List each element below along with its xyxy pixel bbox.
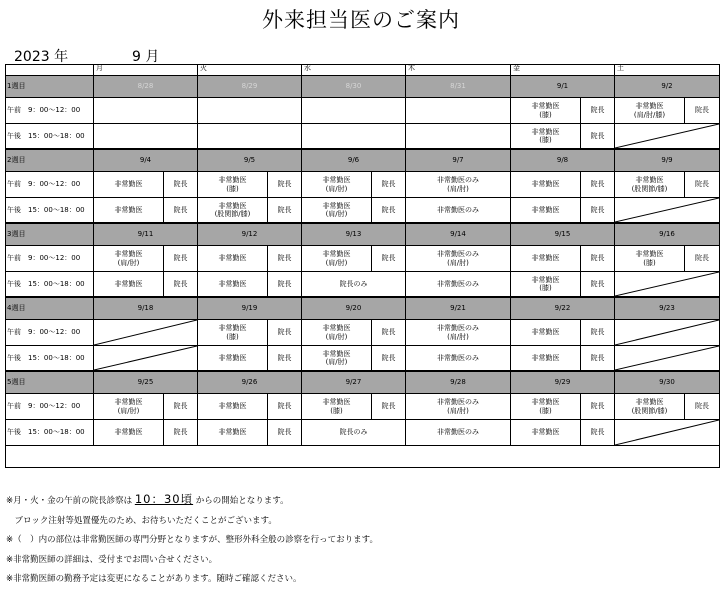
director-cell: 院長	[268, 246, 302, 272]
closed-cell	[615, 420, 720, 446]
empty-cell	[94, 124, 198, 150]
empty-cell	[302, 98, 406, 124]
note-4: ※非常勤医師の詳細は、受付までお問い合せください。	[6, 554, 218, 565]
date-cell: 8/28	[94, 76, 198, 98]
doctor-cell: 非常勤医 (肩/肘)	[302, 346, 372, 372]
day-header: 水	[302, 64, 406, 76]
director-cell: 院長	[268, 272, 302, 298]
director-cell: 院長	[685, 172, 720, 198]
doctor-cell: 非常勤医	[511, 420, 581, 446]
date-cell: 9/6	[302, 150, 406, 172]
month-label: 9 月	[132, 49, 160, 65]
director-cell: 院長	[268, 346, 302, 372]
empty-cell	[406, 124, 511, 150]
slash-mark	[615, 124, 719, 148]
notes	[6, 490, 378, 590]
date-cell: 9/30	[615, 372, 720, 394]
date-cell: 9/23	[615, 298, 720, 320]
date-cell: 9/19	[198, 298, 302, 320]
director-cell: 院長	[581, 172, 615, 198]
doctor-cell: 非常勤医 (股関節/膝)	[615, 394, 685, 420]
director-cell: 院長	[372, 172, 406, 198]
doctor-cell: 非常勤医	[198, 272, 268, 298]
week-label: 2週目	[5, 150, 94, 172]
doctor-cell: 非常勤医	[511, 198, 581, 224]
doctor-cell: 非常勤医 (膝)	[198, 320, 268, 346]
session-label: 午後 15：00〜18：00	[5, 198, 94, 224]
doctor-cell: 非常勤医	[511, 246, 581, 272]
date-cell: 9/4	[94, 150, 198, 172]
session-label: 午前 9：00〜12：00	[5, 320, 94, 346]
doctor-cell: 非常勤医	[511, 320, 581, 346]
director-cell: 院長	[268, 172, 302, 198]
doctor-cell: 非常勤医	[94, 272, 164, 298]
doctor-cell: 非常勤医	[511, 346, 581, 372]
note-1-suffix: からの開始となります。	[193, 496, 289, 506]
date-cell: 9/13	[302, 224, 406, 246]
director-cell: 院長	[372, 198, 406, 224]
doctor-only-cell: 非常勤医のみ (肩/肘)	[406, 320, 511, 346]
note-1-time: 10：30頃	[134, 492, 194, 506]
doctor-cell: 非常勤医	[198, 246, 268, 272]
director-cell: 院長	[372, 246, 406, 272]
closed-cell	[615, 320, 720, 346]
slash-mark	[94, 320, 197, 345]
doctor-cell: 非常勤医 (肩/肘)	[302, 246, 372, 272]
director-cell: 院長	[268, 320, 302, 346]
date-cell: 9/2	[615, 76, 720, 98]
director-cell: 院長	[685, 394, 720, 420]
note-3: ※（ ）内の部位は非常勤医師の専門分野となりますが、整形外科全般の診察を行っております。	[6, 535, 378, 545]
date-cell: 9/11	[94, 224, 198, 246]
day-header: 土	[615, 64, 720, 76]
director-cell: 院長	[164, 272, 198, 298]
director-cell: 院長	[581, 320, 615, 346]
week-label: 4週目	[5, 298, 94, 320]
date-cell: 9/21	[406, 298, 511, 320]
date-cell: 9/5	[198, 150, 302, 172]
doctor-cell: 非常勤医 (股関節/膝)	[198, 198, 268, 224]
doctor-cell: 非常勤医 (肩/肘)	[302, 320, 372, 346]
doctor-cell: 非常勤医 (膝)	[511, 124, 581, 150]
doctor-only-cell: 非常勤医のみ (肩/肘)	[406, 394, 511, 420]
doctor-cell: 非常勤医	[198, 420, 268, 446]
session-label: 午後 15：00〜18：00	[5, 346, 94, 372]
date-cell: 9/26	[198, 372, 302, 394]
doctor-cell: 非常勤医 (肩/肘)	[94, 246, 164, 272]
day-header: 火	[198, 64, 302, 76]
closed-cell	[615, 124, 720, 150]
empty-cell	[94, 98, 198, 124]
director-cell: 院長	[581, 272, 615, 298]
date-cell: 9/16	[615, 224, 720, 246]
date-cell: 9/12	[198, 224, 302, 246]
empty-cell	[406, 98, 511, 124]
doctor-cell: 非常勤医 (膝)	[615, 246, 685, 272]
note-1	[6, 490, 378, 512]
director-cell: 院長	[685, 246, 720, 272]
director-cell: 院長	[268, 420, 302, 446]
date-cell: 9/28	[406, 372, 511, 394]
doctor-only-cell: 非常勤医のみ	[406, 272, 511, 298]
empty-cell	[198, 124, 302, 150]
director-cell: 院長	[268, 394, 302, 420]
slash-mark	[615, 420, 719, 445]
session-label: 午前 9：00〜12：00	[5, 98, 94, 124]
note-5: ※非常勤医師の勤務予定は変更になることがあります。随時ご確認ください。	[6, 574, 302, 584]
doctor-cell: 非常勤医 (股関節/膝)	[615, 172, 685, 198]
doctor-only-cell: 非常勤医のみ (肩/肘)	[406, 172, 511, 198]
week-label: 5週目	[5, 372, 94, 394]
session-label: 午後 15：00〜18：00	[5, 420, 94, 446]
director-cell: 院長	[581, 394, 615, 420]
slash-mark	[615, 320, 719, 345]
closed-cell	[615, 198, 720, 224]
doctor-cell: 非常勤医	[94, 420, 164, 446]
director-cell: 院長	[164, 394, 198, 420]
slash-mark	[615, 346, 719, 370]
date-cell: 9/8	[511, 150, 615, 172]
day-header: 月	[94, 64, 198, 76]
week-label: 1週目	[5, 76, 94, 98]
date-cell: 8/31	[406, 76, 511, 98]
doctor-only-cell: 院長のみ	[302, 420, 406, 446]
director-cell: 院長	[372, 346, 406, 372]
director-cell: 院長	[164, 172, 198, 198]
director-cell: 院長	[164, 198, 198, 224]
doctor-cell: 非常勤医 (膝)	[511, 394, 581, 420]
date-cell: 9/9	[615, 150, 720, 172]
session-label: 午後 15：00〜18：00	[5, 124, 94, 150]
director-cell: 院長	[581, 98, 615, 124]
note-2: ブロック注射等処置優先のため、お待ちいただくことがございます。	[6, 515, 277, 526]
page-title: 外来担当医のご案内	[262, 8, 460, 32]
date-cell: 8/29	[198, 76, 302, 98]
doctor-cell: 非常勤医	[511, 172, 581, 198]
date-cell: 9/22	[511, 298, 615, 320]
director-cell: 院長	[685, 98, 720, 124]
slash-mark	[615, 198, 719, 222]
empty-cell	[302, 124, 406, 150]
date-cell: 9/20	[302, 298, 406, 320]
doctor-cell: 非常勤医	[94, 172, 164, 198]
slash-mark	[94, 346, 197, 370]
slash-mark	[615, 272, 719, 296]
closed-cell	[615, 346, 720, 372]
doctor-only-cell: 非常勤医のみ (肩/肘)	[406, 246, 511, 272]
date-cell: 9/27	[302, 372, 406, 394]
doctor-cell: 非常勤医 (肩/肘/膝)	[615, 98, 685, 124]
doctor-cell: 非常勤医	[198, 394, 268, 420]
session-label: 午前 9：00〜12：00	[5, 246, 94, 272]
closed-cell	[94, 346, 198, 372]
date-cell: 9/14	[406, 224, 511, 246]
doctor-cell: 非常勤医 (膝)	[511, 98, 581, 124]
session-label: 午前 9：00〜12：00	[5, 172, 94, 198]
doctor-cell: 非常勤医	[94, 198, 164, 224]
empty-cell	[198, 98, 302, 124]
day-header: 木	[406, 64, 511, 76]
doctor-cell: 非常勤医 (膝)	[302, 394, 372, 420]
date-cell: 9/7	[406, 150, 511, 172]
director-cell: 院長	[372, 320, 406, 346]
year-label: 2023 年	[14, 49, 69, 65]
note-1-prefix: ※月・火・金の午前の院長診察は	[6, 496, 135, 506]
date-cell: 8/30	[302, 76, 406, 98]
date-cell: 9/18	[94, 298, 198, 320]
date-cell: 9/15	[511, 224, 615, 246]
director-cell: 院長	[581, 124, 615, 150]
header-corner	[5, 64, 94, 76]
doctor-only-cell: 非常勤医のみ	[406, 346, 511, 372]
director-cell: 院長	[581, 246, 615, 272]
schedule-table	[5, 64, 720, 468]
director-cell: 院長	[581, 420, 615, 446]
week-label: 3週目	[5, 224, 94, 246]
date-cell: 9/1	[511, 76, 615, 98]
doctor-only-cell: 非常勤医のみ	[406, 198, 511, 224]
closed-cell	[615, 272, 720, 298]
closed-cell	[94, 320, 198, 346]
doctor-cell: 非常勤医 (肩/肘)	[94, 394, 164, 420]
director-cell: 院長	[581, 346, 615, 372]
doctor-cell: 非常勤医 (肩/肘)	[302, 198, 372, 224]
director-cell: 院長	[581, 198, 615, 224]
doctor-cell: 非常勤医 (肩/肘)	[302, 172, 372, 198]
director-cell: 院長	[164, 420, 198, 446]
director-cell: 院長	[372, 394, 406, 420]
director-cell: 院長	[268, 198, 302, 224]
doctor-only-cell: 非常勤医のみ	[406, 420, 511, 446]
date-cell: 9/25	[94, 372, 198, 394]
session-label: 午前 9：00〜12：00	[5, 394, 94, 420]
date-cell: 9/29	[511, 372, 615, 394]
session-label: 午後 15：00〜18：00	[5, 272, 94, 298]
doctor-cell: 非常勤医 (膝)	[511, 272, 581, 298]
day-header: 金	[511, 64, 615, 76]
doctor-cell: 非常勤医	[198, 346, 268, 372]
director-cell: 院長	[164, 246, 198, 272]
doctor-cell: 非常勤医 (膝)	[198, 172, 268, 198]
doctor-only-cell: 院長のみ	[302, 272, 406, 298]
